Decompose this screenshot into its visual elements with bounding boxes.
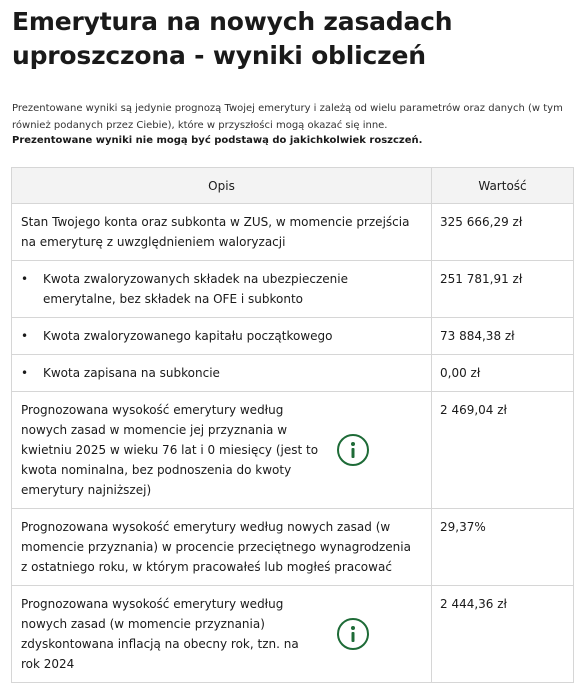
disclaimer-text: Prezentowane wyniki są jedynie prognozą Twojej emerytury i zależą od wielu parametrów oraz danych (w tym również podanych przez Ciebie), które w przyszłości mogą okazać się inne. [12,103,563,131]
row-value: 29,37% [432,509,574,586]
row-description: Kwota zwaloryzowanych składek na ubezpieczenie emerytalne, bez składek na OFE i subkonto [43,272,348,306]
page-title [12,5,572,73]
row-description-cell [12,318,432,355]
bullet-marker: • [21,329,29,343]
table-row [12,392,574,509]
row-value: 325 666,29 zł [432,204,574,261]
row-description-cell [12,392,432,509]
row-description: Prognozowana wysokość emerytury według nowych zasad w momencie jej przyznania w kwietniu 2025 w wieku 76 lat i 0 miesięcy (jest to kwota nominalna, bez podnoszenia do kwoty emerytury najniższej) [21,403,319,497]
row-value: 0,00 zł [432,355,574,392]
bullet-marker: • [21,366,29,380]
row-description: Kwota zapisana na subkoncie [43,366,220,380]
row-description-cell [12,261,432,318]
row-description: Kwota zwaloryzowanego kapitału początkowego [43,329,333,343]
page-title-line-1: Emerytura na nowych zasadach [12,7,453,36]
table-row [12,355,574,392]
results-table [11,167,574,683]
table-row [12,586,574,683]
table-header-row [12,168,574,204]
row-description: Prognozowana wysokość emerytury według nowych zasad (w momencie przyznania) w procencie przeciętnego wynagrodzenia z ostatniego roku, w którym pracowałeś lub mogłeś pracować [12,509,432,586]
info-circle-icon[interactable] [337,618,369,650]
disclaimer-strong-text: Prezentowane wyniki nie mogą być podstawą do jakichkolwiek roszczeń. [12,135,423,146]
table-row [12,261,574,318]
row-value: 251 781,91 zł [432,261,574,318]
page-title-line-2: uproszczona - wyniki obliczeń [12,41,426,70]
row-value: 73 884,38 zł [432,318,574,355]
info-circle-icon[interactable] [337,434,369,466]
table-row [12,509,574,586]
table-row [12,318,574,355]
row-value: 2 469,04 zł [432,392,574,509]
row-description: Stan Twojego konta oraz subkonta w ZUS, w momencie przejścia na emeryturę z uwzględnieniem waloryzacji [12,204,432,261]
table-row [12,204,574,261]
bullet-marker: • [21,272,29,286]
row-description-cell [12,355,432,392]
row-value: 2 444,36 zł [432,586,574,683]
row-description: Prognozowana wysokość emerytury według nowych zasad (w momencie przyznania) zdyskontowana inflacją na obecny rok, tzn. na rok 2024 [21,597,299,671]
row-description-cell [12,586,432,683]
column-header-description: Opis [12,168,432,204]
column-header-value: Wartość [432,168,574,204]
